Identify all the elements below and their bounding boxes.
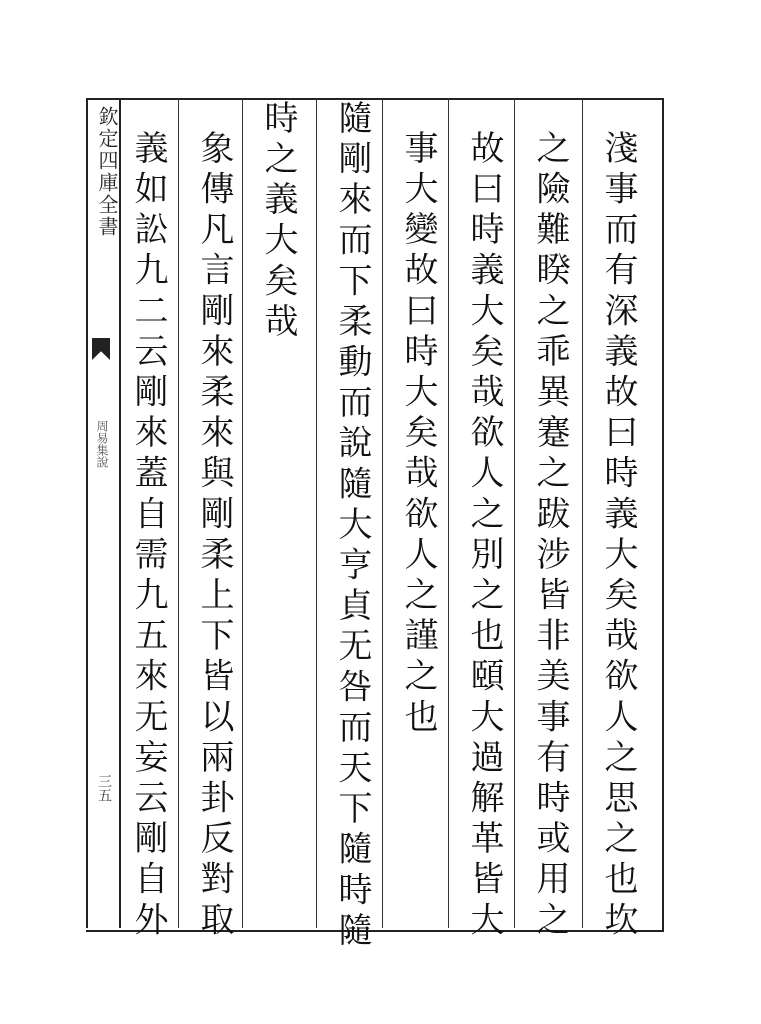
column-rule: [514, 98, 515, 928]
column-rule: [582, 98, 583, 928]
text-column-8: 義如訟九二云剛來蓋自需九五來无妄云剛自外: [128, 130, 168, 942]
text-column-1: 淺事而有深義故曰時義大矣哉欲人之思之也坎: [598, 130, 638, 942]
text-column-6: 時之義大矣哉: [258, 100, 298, 344]
column-rule: [178, 98, 179, 928]
text-column-2: 之險難睽之乖異蹇之跋涉皆非美事有時或用之: [530, 130, 570, 942]
column-rule: [242, 98, 243, 928]
margin-book-title: 欽定四庫全書: [95, 106, 119, 238]
page-frame: [86, 98, 664, 932]
text-column-3: 故曰時義大矣哉欲人之別之也頤大過解革皆大: [464, 130, 504, 942]
margin-page-number: 三五: [96, 774, 112, 802]
margin-left-rule: [86, 98, 88, 928]
column-rule: [382, 98, 383, 928]
text-column-7: 象傳凡言剛來柔來與剛柔上下皆以兩卦反對取: [194, 130, 234, 942]
margin-section-label: 周易集說: [95, 420, 109, 468]
column-rule: [316, 98, 317, 928]
text-column-5: 隨剛來而下柔動而說隨大亨貞无咎而天下隨時隨: [332, 100, 372, 953]
text-column-4: 事大變故曰時大矣哉欲人之謹之也: [398, 130, 438, 739]
margin-right-rule: [119, 98, 121, 928]
column-rule: [448, 98, 449, 928]
